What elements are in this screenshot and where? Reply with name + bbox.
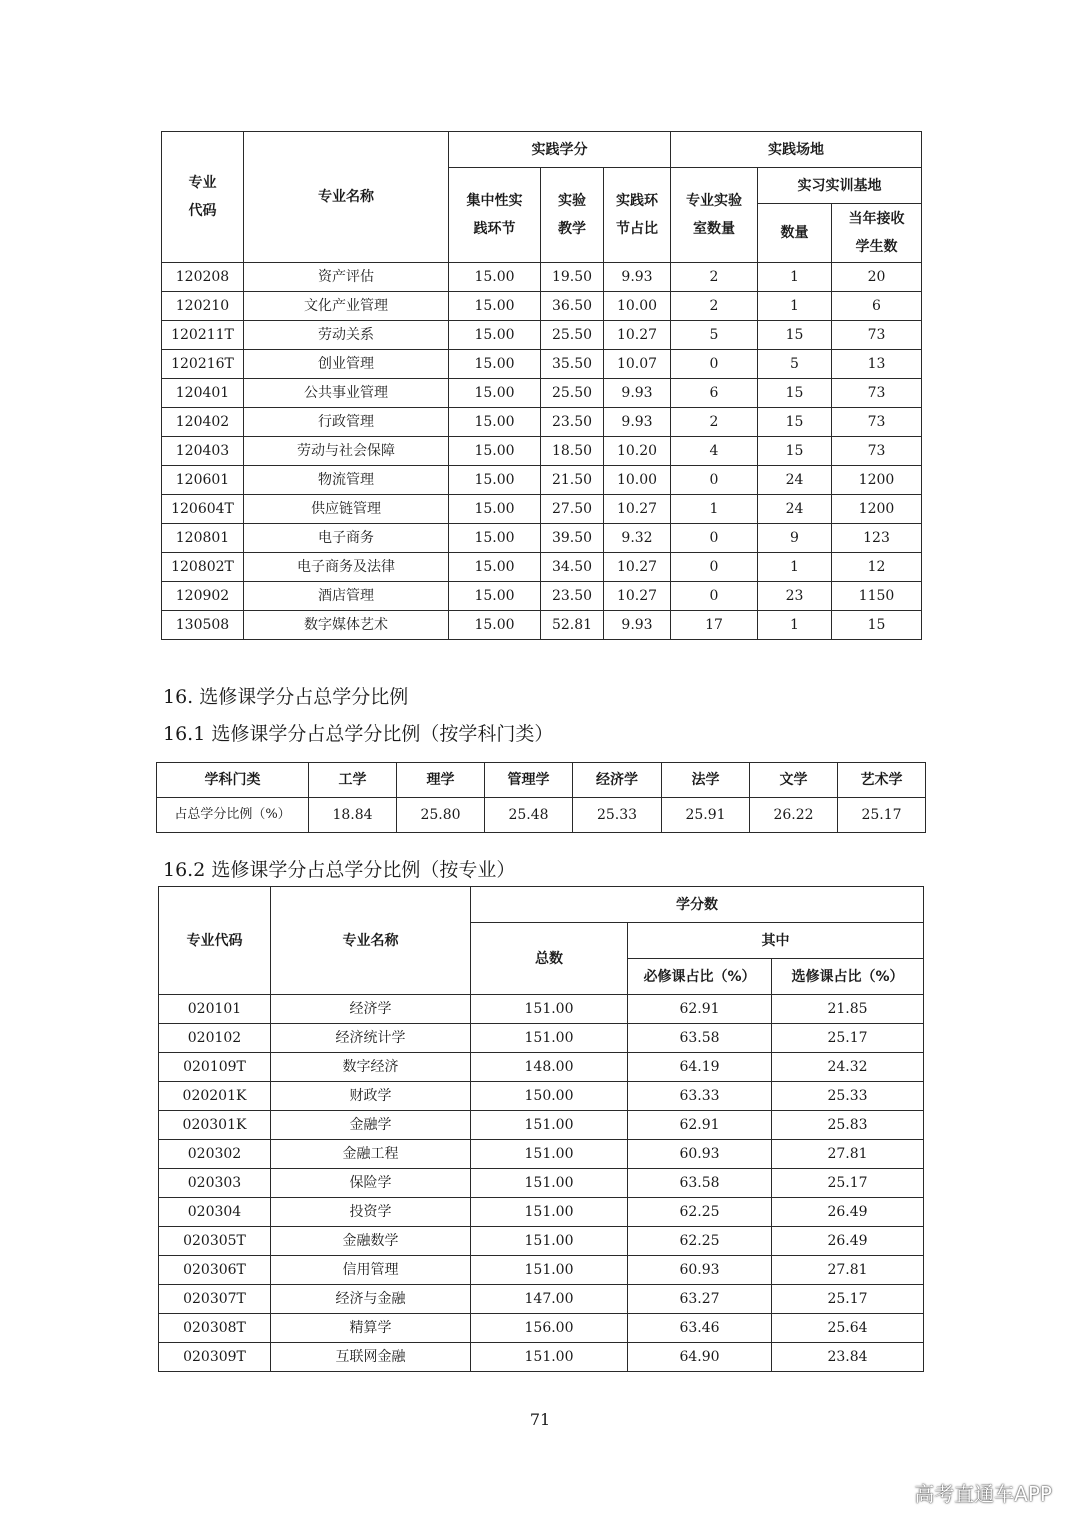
header-category: 学科门类 xyxy=(157,763,309,798)
cell-code: 120801 xyxy=(162,524,244,553)
cell-name: 精算学 xyxy=(271,1314,471,1343)
cell-total: 151.00 xyxy=(471,1111,628,1140)
cell-concentrated: 15.00 xyxy=(449,466,541,495)
cell-students: 6 xyxy=(832,292,922,321)
cell-code: 020306T xyxy=(159,1256,271,1285)
cell-students: 20 xyxy=(832,263,922,292)
cell-concentrated: 15.00 xyxy=(449,582,541,611)
major-ratio-table-body xyxy=(159,995,924,1372)
cell-code: 020302 xyxy=(159,1140,271,1169)
header-practice-credits: 实践学分 xyxy=(449,132,671,168)
cell-elective-ratio: 26.49 xyxy=(772,1227,924,1256)
cell-base-count: 23 xyxy=(758,582,832,611)
cell-ratio: 9.93 xyxy=(604,263,671,292)
cell-category-ratio: 25.80 xyxy=(397,798,485,833)
cell-code: 020303 xyxy=(159,1169,271,1198)
cell-elective-ratio: 25.33 xyxy=(772,1082,924,1111)
practice-table xyxy=(161,131,922,640)
cell-labs: 5 xyxy=(671,321,758,350)
cell-students: 123 xyxy=(832,524,922,553)
cell-ratio: 10.27 xyxy=(604,495,671,524)
table-row xyxy=(162,466,922,495)
cell-code: 020308T xyxy=(159,1314,271,1343)
cell-experiment: 25.50 xyxy=(541,321,604,350)
cell-total: 151.00 xyxy=(471,995,628,1024)
cell-ratio: 10.00 xyxy=(604,466,671,495)
header-category-name: 经济学 xyxy=(573,763,662,798)
cell-concentrated: 15.00 xyxy=(449,350,541,379)
header-category-name: 工学 xyxy=(309,763,397,798)
cell-ratio: 9.93 xyxy=(604,611,671,640)
cell-students: 73 xyxy=(832,321,922,350)
cell-base-count: 1 xyxy=(758,263,832,292)
cell-base-count: 15 xyxy=(758,321,832,350)
table-row xyxy=(162,611,922,640)
cell-name: 经济与金融 xyxy=(271,1285,471,1314)
cell-experiment: 25.50 xyxy=(541,379,604,408)
cell-code: 120902 xyxy=(162,582,244,611)
table-row xyxy=(159,1082,924,1111)
cell-experiment: 23.50 xyxy=(541,582,604,611)
cell-students: 1150 xyxy=(832,582,922,611)
table-row xyxy=(159,1256,924,1285)
cell-base-count: 15 xyxy=(758,379,832,408)
cell-base-count: 5 xyxy=(758,350,832,379)
header-elective-ratio: 选修课占比（%） xyxy=(772,959,924,995)
cell-code: 120403 xyxy=(162,437,244,466)
table-row xyxy=(159,995,924,1024)
table-row xyxy=(159,1024,924,1053)
cell-elective-ratio: 25.83 xyxy=(772,1111,924,1140)
cell-total: 156.00 xyxy=(471,1314,628,1343)
cell-students: 12 xyxy=(832,553,922,582)
cell-ratio: 10.20 xyxy=(604,437,671,466)
cell-code: 020109T xyxy=(159,1053,271,1082)
cell-code: 020307T xyxy=(159,1285,271,1314)
table-row xyxy=(162,524,922,553)
cell-required-ratio: 63.58 xyxy=(628,1024,772,1053)
table-row xyxy=(162,582,922,611)
header-labs: 专业实验 室数量 xyxy=(671,168,758,263)
table-row xyxy=(159,1343,924,1372)
cell-experiment: 21.50 xyxy=(541,466,604,495)
table-row xyxy=(162,408,922,437)
header-concentrated: 集中性实 践环节 xyxy=(449,168,541,263)
table-row xyxy=(162,437,922,466)
cell-concentrated: 15.00 xyxy=(449,408,541,437)
cell-ratio: 9.93 xyxy=(604,408,671,437)
header-category-name: 管理学 xyxy=(485,763,573,798)
table-row xyxy=(159,1053,924,1082)
cell-concentrated: 15.00 xyxy=(449,379,541,408)
category-header-row xyxy=(157,763,926,798)
cell-required-ratio: 62.25 xyxy=(628,1198,772,1227)
table-row xyxy=(162,379,922,408)
cell-name: 信用管理 xyxy=(271,1256,471,1285)
cell-concentrated: 15.00 xyxy=(449,495,541,524)
header-required-ratio: 必修课占比（%） xyxy=(628,959,772,995)
cell-experiment: 34.50 xyxy=(541,553,604,582)
cell-required-ratio: 63.27 xyxy=(628,1285,772,1314)
cell-concentrated: 15.00 xyxy=(449,321,541,350)
header-experiment: 实验 教学 xyxy=(541,168,604,263)
cell-code: 120601 xyxy=(162,466,244,495)
header-total: 总数 xyxy=(471,923,628,995)
cell-name: 财政学 xyxy=(271,1082,471,1111)
header-category-name: 艺术学 xyxy=(838,763,926,798)
cell-experiment: 27.50 xyxy=(541,495,604,524)
header-practice-venue: 实践场地 xyxy=(671,132,922,168)
section-heading-16-1: 16.1 选修课学分占总学分比例（按学科门类） xyxy=(163,723,554,745)
cell-labs: 2 xyxy=(671,292,758,321)
cell-students: 73 xyxy=(832,437,922,466)
watermark: 高考直通车APP xyxy=(914,1482,1052,1506)
cell-category-ratio: 25.91 xyxy=(662,798,750,833)
cell-labs: 0 xyxy=(671,524,758,553)
header-category-name: 文学 xyxy=(750,763,838,798)
cell-required-ratio: 63.58 xyxy=(628,1169,772,1198)
cell-experiment: 39.50 xyxy=(541,524,604,553)
cell-concentrated: 15.00 xyxy=(449,524,541,553)
cell-total: 151.00 xyxy=(471,1343,628,1372)
table-row xyxy=(162,263,922,292)
cell-ratio: 9.93 xyxy=(604,379,671,408)
table-row xyxy=(159,1198,924,1227)
cell-required-ratio: 64.19 xyxy=(628,1053,772,1082)
cell-required-ratio: 64.90 xyxy=(628,1343,772,1372)
table-row xyxy=(159,1111,924,1140)
cell-base-count: 1 xyxy=(758,292,832,321)
cell-code: 120604T xyxy=(162,495,244,524)
cell-code: 120402 xyxy=(162,408,244,437)
cell-name: 电子商务及法律 xyxy=(244,553,449,582)
cell-elective-ratio: 25.17 xyxy=(772,1024,924,1053)
cell-code: 120401 xyxy=(162,379,244,408)
cell-name: 数字经济 xyxy=(271,1053,471,1082)
cell-labs: 1 xyxy=(671,495,758,524)
table-row xyxy=(159,1227,924,1256)
cell-name: 电子商务 xyxy=(244,524,449,553)
cell-name: 行政管理 xyxy=(244,408,449,437)
cell-name: 金融工程 xyxy=(271,1140,471,1169)
cell-name: 投资学 xyxy=(271,1198,471,1227)
cell-base-count: 1 xyxy=(758,611,832,640)
cell-code: 130508 xyxy=(162,611,244,640)
cell-code: 020101 xyxy=(159,995,271,1024)
cell-required-ratio: 60.93 xyxy=(628,1140,772,1169)
cell-category-ratio: 25.17 xyxy=(838,798,926,833)
header-ratio: 实践环 节占比 xyxy=(604,168,671,263)
cell-elective-ratio: 25.64 xyxy=(772,1314,924,1343)
header-category-name: 理学 xyxy=(397,763,485,798)
cell-total: 148.00 xyxy=(471,1053,628,1082)
cell-name: 劳动与社会保障 xyxy=(244,437,449,466)
cell-students: 1200 xyxy=(832,495,922,524)
cell-name: 经济学 xyxy=(271,995,471,1024)
header-category-name: 法学 xyxy=(662,763,750,798)
header-major-name: 专业名称 xyxy=(271,887,471,995)
cell-ratio: 10.07 xyxy=(604,350,671,379)
cell-experiment: 18.50 xyxy=(541,437,604,466)
cell-elective-ratio: 27.81 xyxy=(772,1140,924,1169)
cell-code: 020305T xyxy=(159,1227,271,1256)
cell-total: 151.00 xyxy=(471,1169,628,1198)
cell-name: 公共事业管理 xyxy=(244,379,449,408)
cell-labs: 4 xyxy=(671,437,758,466)
cell-required-ratio: 62.25 xyxy=(628,1227,772,1256)
cell-category-ratio: 26.22 xyxy=(750,798,838,833)
cell-concentrated: 15.00 xyxy=(449,437,541,466)
header-students: 当年接收 学生数 xyxy=(832,204,922,263)
cell-code: 120802T xyxy=(162,553,244,582)
section-heading-16-2: 16.2 选修课学分占总学分比例（按专业） xyxy=(163,859,516,881)
cell-labs: 0 xyxy=(671,466,758,495)
cell-total: 151.00 xyxy=(471,1140,628,1169)
header-major-code: 专业代码 xyxy=(159,887,271,995)
cell-total: 147.00 xyxy=(471,1285,628,1314)
table-row xyxy=(159,1169,924,1198)
cell-category-ratio: 25.33 xyxy=(573,798,662,833)
cell-students: 73 xyxy=(832,379,922,408)
cell-experiment: 23.50 xyxy=(541,408,604,437)
cell-code: 120210 xyxy=(162,292,244,321)
cell-ratio: 10.27 xyxy=(604,321,671,350)
cell-base-count: 24 xyxy=(758,495,832,524)
cell-code: 020102 xyxy=(159,1024,271,1053)
header-of-which: 其中 xyxy=(628,923,924,959)
cell-required-ratio: 63.46 xyxy=(628,1314,772,1343)
cell-experiment: 52.81 xyxy=(541,611,604,640)
table-row xyxy=(162,495,922,524)
header-bases: 实习实训基地 xyxy=(758,168,922,204)
cell-elective-ratio: 24.32 xyxy=(772,1053,924,1082)
cell-labs: 0 xyxy=(671,553,758,582)
cell-name: 互联网金融 xyxy=(271,1343,471,1372)
cell-total: 151.00 xyxy=(471,1024,628,1053)
cell-name: 物流管理 xyxy=(244,466,449,495)
cell-base-count: 1 xyxy=(758,553,832,582)
header-name: 专业名称 xyxy=(244,132,449,263)
cell-name: 酒店管理 xyxy=(244,582,449,611)
cell-name: 供应链管理 xyxy=(244,495,449,524)
practice-table-body xyxy=(162,263,922,640)
cell-labs: 17 xyxy=(671,611,758,640)
cell-name: 经济统计学 xyxy=(271,1024,471,1053)
cell-labs: 6 xyxy=(671,379,758,408)
cell-name: 资产评估 xyxy=(244,263,449,292)
table-row xyxy=(159,1314,924,1343)
cell-name: 金融学 xyxy=(271,1111,471,1140)
cell-elective-ratio: 23.84 xyxy=(772,1343,924,1372)
cell-name: 保险学 xyxy=(271,1169,471,1198)
cell-labs: 2 xyxy=(671,408,758,437)
cell-experiment: 36.50 xyxy=(541,292,604,321)
category-value-row xyxy=(157,798,926,833)
category-ratio-table xyxy=(156,762,926,833)
cell-experiment: 35.50 xyxy=(541,350,604,379)
cell-code: 020304 xyxy=(159,1198,271,1227)
page-number: 71 xyxy=(529,1410,551,1429)
cell-base-count: 15 xyxy=(758,408,832,437)
cell-required-ratio: 62.91 xyxy=(628,995,772,1024)
cell-code: 120216T xyxy=(162,350,244,379)
cell-ratio: 10.27 xyxy=(604,553,671,582)
cell-ratio: 10.00 xyxy=(604,292,671,321)
table-row xyxy=(159,1140,924,1169)
cell-students: 13 xyxy=(832,350,922,379)
cell-experiment: 19.50 xyxy=(541,263,604,292)
cell-concentrated: 15.00 xyxy=(449,263,541,292)
cell-ratio: 9.32 xyxy=(604,524,671,553)
cell-required-ratio: 60.93 xyxy=(628,1256,772,1285)
section-heading-16: 16. 选修课学分占总学分比例 xyxy=(163,686,409,708)
cell-code: 020309T xyxy=(159,1343,271,1372)
header-code: 专业 代码 xyxy=(162,132,244,263)
cell-name: 数字媒体艺术 xyxy=(244,611,449,640)
cell-total: 151.00 xyxy=(471,1198,628,1227)
header-credits: 学分数 xyxy=(471,887,924,923)
cell-elective-ratio: 25.17 xyxy=(772,1285,924,1314)
cell-concentrated: 15.00 xyxy=(449,292,541,321)
table-row xyxy=(162,553,922,582)
cell-elective-ratio: 26.49 xyxy=(772,1198,924,1227)
cell-elective-ratio: 27.81 xyxy=(772,1256,924,1285)
cell-name: 劳动关系 xyxy=(244,321,449,350)
cell-name: 文化产业管理 xyxy=(244,292,449,321)
cell-base-count: 24 xyxy=(758,466,832,495)
table-row xyxy=(162,292,922,321)
header-count: 数量 xyxy=(758,204,832,263)
cell-labs: 0 xyxy=(671,350,758,379)
cell-concentrated: 15.00 xyxy=(449,611,541,640)
major-ratio-table xyxy=(158,886,924,1372)
table-row xyxy=(162,350,922,379)
table-row xyxy=(162,321,922,350)
cell-base-count: 9 xyxy=(758,524,832,553)
cell-required-ratio: 62.91 xyxy=(628,1111,772,1140)
cell-required-ratio: 63.33 xyxy=(628,1082,772,1111)
cell-students: 15 xyxy=(832,611,922,640)
cell-base-count: 15 xyxy=(758,437,832,466)
cell-concentrated: 15.00 xyxy=(449,553,541,582)
cell-labs: 2 xyxy=(671,263,758,292)
cell-code: 020301K xyxy=(159,1111,271,1140)
cell-students: 1200 xyxy=(832,466,922,495)
cell-code: 120211T xyxy=(162,321,244,350)
cell-elective-ratio: 21.85 xyxy=(772,995,924,1024)
cell-students: 73 xyxy=(832,408,922,437)
cell-category-ratio: 25.48 xyxy=(485,798,573,833)
cell-total: 151.00 xyxy=(471,1256,628,1285)
row-label-ratio: 占总学分比例（%） xyxy=(157,798,309,833)
cell-total: 150.00 xyxy=(471,1082,628,1111)
cell-code: 120208 xyxy=(162,263,244,292)
cell-name: 金融数学 xyxy=(271,1227,471,1256)
cell-name: 创业管理 xyxy=(244,350,449,379)
cell-code: 020201K xyxy=(159,1082,271,1111)
cell-elective-ratio: 25.17 xyxy=(772,1169,924,1198)
cell-labs: 0 xyxy=(671,582,758,611)
table-row xyxy=(159,1285,924,1314)
cell-total: 151.00 xyxy=(471,1227,628,1256)
cell-category-ratio: 18.84 xyxy=(309,798,397,833)
cell-ratio: 10.27 xyxy=(604,582,671,611)
